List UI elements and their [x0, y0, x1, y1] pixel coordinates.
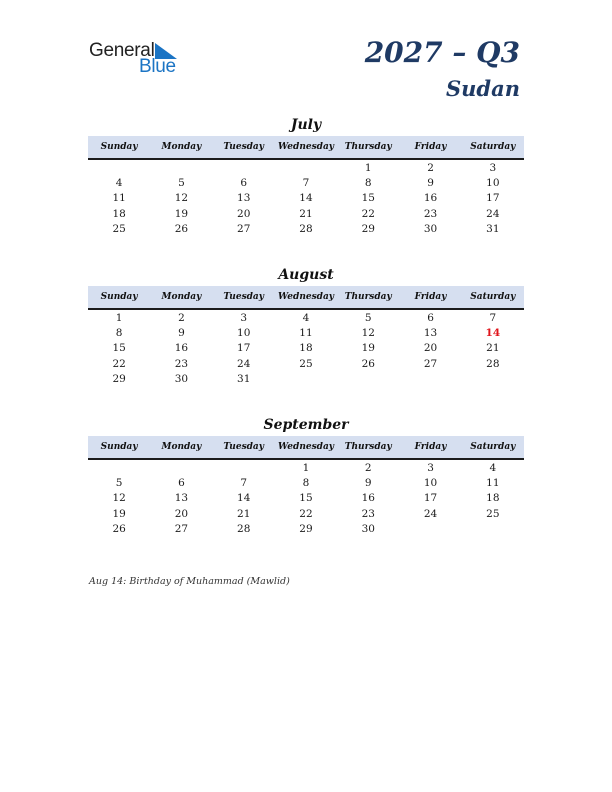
day-grid — [88, 460, 524, 537]
week-row — [88, 522, 524, 537]
weekday-label: Thursday — [344, 142, 392, 152]
day-cell: 15 — [361, 192, 375, 205]
day-cell: 7 — [302, 177, 310, 190]
day-cell: 5 — [178, 177, 185, 190]
day-cell: 3 — [240, 312, 248, 324]
day-cell: 11 — [112, 192, 126, 205]
day-cell: 21 — [299, 207, 313, 220]
holiday-day-cell: 14 — [485, 327, 501, 340]
day-cell: 30 — [174, 372, 189, 385]
weekday-label: Saturday — [470, 142, 516, 152]
generalblue-logo — [89, 40, 189, 80]
day-cell: 27 — [237, 222, 251, 235]
day-cell: 18 — [299, 342, 313, 355]
day-cell: 22 — [299, 507, 313, 520]
day-cell: 17 — [486, 192, 500, 205]
day-cell: 31 — [486, 222, 500, 235]
day-cell: 4 — [302, 312, 310, 324]
day-cell: 22 — [361, 207, 375, 220]
day-cell: 4 — [489, 462, 497, 474]
day-cell: 24 — [486, 207, 500, 220]
day-cell — [275, 372, 337, 387]
day-cell: 14 — [299, 192, 313, 205]
day-cell — [150, 461, 212, 476]
day-cell — [88, 461, 150, 476]
weekday-label: Thursday — [344, 442, 392, 452]
weekday-label: Sunday — [100, 142, 138, 152]
week-row — [88, 191, 524, 206]
week-row — [88, 176, 524, 191]
day-cell: 9 — [364, 477, 372, 490]
week-row — [88, 161, 524, 176]
day-cell: 18 — [486, 492, 500, 505]
weekday-label: Tuesday — [223, 292, 264, 302]
day-cell: 1 — [302, 462, 310, 474]
day-cell: 10 — [237, 327, 251, 340]
day-cell: 1 — [364, 162, 372, 174]
weekday-label: Monday — [161, 142, 202, 152]
day-cell — [399, 522, 461, 537]
day-cell — [399, 372, 461, 387]
weekday-label: Friday — [414, 292, 447, 302]
day-cell: 6 — [240, 177, 248, 190]
day-cell: 19 — [112, 507, 126, 520]
month-name: September — [263, 417, 349, 433]
day-cell: 5 — [364, 312, 372, 324]
day-cell: 4 — [115, 177, 123, 190]
logo-blue-text: Blue — [139, 56, 176, 77]
day-cell: 25 — [112, 222, 126, 235]
day-cell: 3 — [427, 462, 434, 474]
day-cell: 26 — [174, 222, 189, 235]
day-cell: 24 — [237, 357, 251, 370]
day-grid — [88, 310, 524, 387]
week-row — [88, 222, 524, 237]
weekday-label: Tuesday — [223, 142, 264, 152]
day-cell — [275, 161, 337, 176]
day-cell: 2 — [178, 312, 185, 324]
day-cell: 23 — [423, 207, 438, 220]
week-row — [88, 461, 524, 476]
day-cell — [213, 461, 275, 476]
day-cell: 29 — [361, 222, 375, 235]
week-row — [88, 357, 524, 372]
day-cell: 28 — [237, 522, 251, 535]
day-cell: 6 — [178, 477, 185, 490]
month-0 — [88, 116, 524, 237]
day-cell: 15 — [112, 342, 126, 355]
day-cell — [150, 161, 212, 176]
day-cell: 27 — [423, 357, 438, 370]
day-cell: 25 — [299, 357, 313, 370]
holiday-note: Aug 14: Birthday of Muhammad (Mawlid) — [89, 576, 290, 587]
month-1 — [88, 266, 524, 387]
week-row — [88, 476, 524, 491]
day-cell: 31 — [237, 372, 251, 385]
weekday-label: Sunday — [100, 442, 138, 452]
day-cell: 16 — [423, 192, 438, 205]
day-cell: 8 — [302, 477, 310, 490]
weekday-label: Sunday — [100, 292, 138, 302]
day-cell: 13 — [174, 492, 189, 505]
month-name: August — [278, 267, 334, 283]
weekday-label: Friday — [414, 442, 447, 452]
day-cell — [337, 372, 399, 387]
day-cell: 15 — [299, 492, 313, 505]
day-cell: 9 — [178, 327, 185, 340]
day-cell — [462, 522, 524, 537]
day-cell: 16 — [174, 342, 189, 355]
day-cell: 17 — [237, 342, 251, 355]
week-row — [88, 491, 524, 506]
day-cell: 19 — [174, 207, 189, 220]
day-cell: 10 — [486, 177, 500, 190]
weekday-header-row — [88, 136, 524, 160]
day-cell: 27 — [174, 522, 189, 535]
day-cell: 20 — [237, 207, 251, 220]
weekday-label: Thursday — [344, 292, 392, 302]
day-cell — [213, 161, 275, 176]
day-cell: 25 — [486, 507, 500, 520]
day-cell: 29 — [112, 372, 126, 385]
day-cell: 12 — [361, 327, 375, 340]
country-name: Sudan — [446, 76, 520, 101]
day-cell: 26 — [112, 522, 126, 535]
week-row — [88, 207, 524, 222]
weekday-header-row — [88, 286, 524, 310]
day-cell: 13 — [423, 327, 438, 340]
day-cell: 1 — [115, 312, 123, 324]
weekday-label: Friday — [414, 142, 447, 152]
day-cell: 7 — [240, 477, 248, 490]
day-cell: 26 — [361, 357, 375, 370]
day-cell: 12 — [174, 192, 189, 205]
day-cell — [462, 372, 524, 387]
day-cell: 14 — [237, 492, 251, 505]
day-cell: 20 — [423, 342, 438, 355]
month-name: July — [290, 117, 322, 133]
weekday-label: Monday — [161, 442, 202, 452]
day-cell: 30 — [423, 222, 438, 235]
day-cell: 9 — [427, 177, 434, 190]
day-cell: 28 — [299, 222, 313, 235]
day-cell: 8 — [115, 327, 123, 340]
week-row — [88, 311, 524, 326]
day-cell: 22 — [112, 357, 126, 370]
week-row — [88, 507, 524, 522]
day-cell: 23 — [174, 357, 189, 370]
day-cell: 3 — [489, 162, 497, 174]
weekday-header-row — [88, 436, 524, 460]
day-cell: 16 — [361, 492, 375, 505]
day-cell: 5 — [115, 477, 123, 490]
day-cell: 28 — [486, 357, 500, 370]
day-cell: 7 — [489, 312, 497, 324]
day-cell: 6 — [427, 312, 434, 324]
weekday-label: Saturday — [470, 292, 516, 302]
day-cell: 29 — [299, 522, 313, 535]
day-cell: 10 — [423, 477, 438, 490]
day-cell: 30 — [361, 522, 375, 535]
weekday-label: Wednesday — [277, 142, 335, 152]
day-cell — [88, 161, 150, 176]
day-cell: 23 — [361, 507, 375, 520]
day-cell: 19 — [361, 342, 375, 355]
page-title: 2027 – Q3 — [364, 36, 520, 69]
day-cell: 8 — [364, 177, 372, 190]
day-cell: 17 — [423, 492, 438, 505]
day-cell: 11 — [486, 477, 500, 490]
logo-general-text: General — [89, 40, 155, 61]
month-2 — [88, 416, 524, 537]
week-row — [88, 372, 524, 387]
week-row — [88, 341, 524, 356]
day-grid — [88, 160, 524, 237]
day-cell: 2 — [364, 462, 372, 474]
weekday-label: Wednesday — [277, 442, 335, 452]
day-cell: 2 — [427, 162, 434, 174]
day-cell: 21 — [237, 507, 251, 520]
day-cell: 20 — [174, 507, 189, 520]
day-cell: 11 — [299, 327, 313, 340]
day-cell: 24 — [423, 507, 438, 520]
day-cell: 18 — [112, 207, 126, 220]
weekday-label: Monday — [161, 292, 202, 302]
weekday-label: Wednesday — [277, 292, 335, 302]
day-cell: 21 — [486, 342, 500, 355]
weekday-label: Saturday — [470, 442, 516, 452]
day-cell: 12 — [112, 492, 126, 505]
weekday-label: Tuesday — [223, 442, 264, 452]
week-row — [88, 326, 524, 341]
day-cell: 13 — [237, 192, 251, 205]
